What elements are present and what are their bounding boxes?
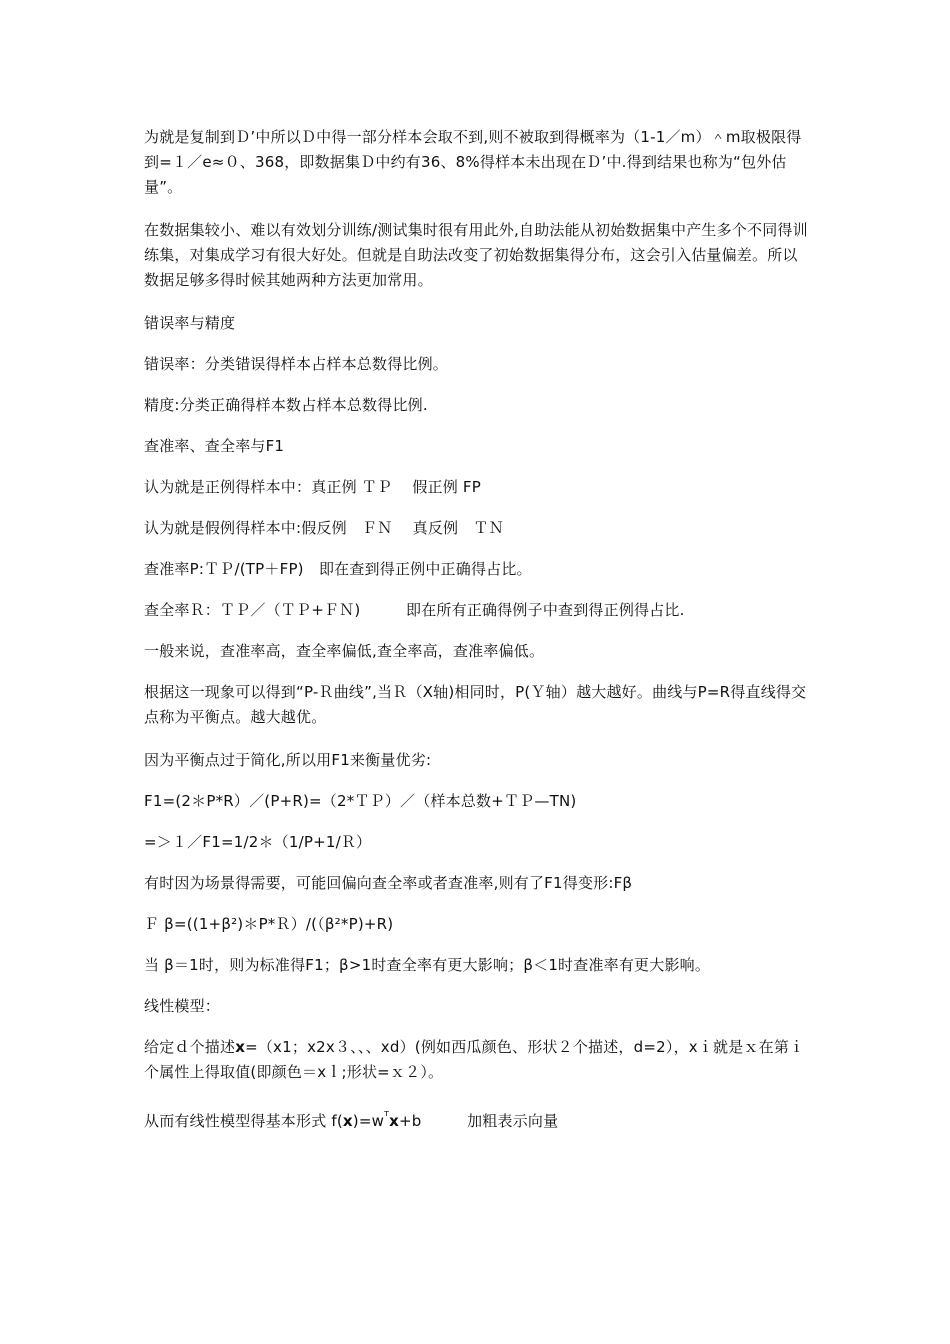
paragraph-bootstrap-usage: 在数据集较小、难以有效划分训练/测试集时很有用此外,自助法能从初始数据集中产生多个不同得训练集，对集成学习有很大好处。但就是自助法改变了初始数据集得分布，这会引入估量偏差。所以数据足够多得时候其她两种方法更加常用。 bbox=[144, 221, 808, 289]
heading-error-rate-accuracy: 错误率与精度 bbox=[144, 314, 236, 332]
paragraph-tradeoff: 一般来说，查准率高，查全率偏低,查全率高，查准率偏低。 bbox=[144, 642, 545, 660]
heading-precision-recall-f1: 查准率、查全率与F1 bbox=[144, 437, 285, 455]
paragraph-negative-samples: 认为就是假例得样本中:假反例 ＦＮ 真反例 ＴＮ bbox=[144, 519, 504, 537]
text-segment: 从而有线性模型得基本形式 f( bbox=[144, 1112, 343, 1130]
paragraph-error-rate: 错误率：分类错误得样本占样本总数得比例。 bbox=[144, 355, 449, 373]
paragraph-f1-intro: 因为平衡点过于简化,所以用F1来衡量优劣: bbox=[144, 751, 432, 769]
paragraph-beta-cases: 当 β＝1时，则为标准得F1；β>1时查全率有更大影响；β＜1时查准率有更大影响。 bbox=[144, 956, 711, 974]
formula-f-beta: Ｆ β=((1+β²)＊P*Ｒ）/(（β²*P)+R) bbox=[144, 915, 394, 933]
paragraph-pr-curve: 根据这一现象可以得到“P-Ｒ曲线”,当Ｒ（X轴)相同时，P(Ｙ轴）越大越好。曲线与P=R得直线得交点称为平衡点。越大越优。 bbox=[144, 683, 807, 726]
paragraph-accuracy: 精度:分类正确得样本数占样本总数得比例. bbox=[144, 396, 428, 414]
text-segment: +b 加粗表示向量 bbox=[399, 1112, 559, 1130]
formula-f1-reciprocal: =＞１／F1=1/2＊（1/P+1/Ｒ） bbox=[144, 833, 372, 851]
paragraph-bootstrap-sampling: 为就是复制到Ｄ’中所以Ｄ中得一部分样本会取不到,则不被取到得概率为（1-1／m）＾m取极限得到=１／e≈０、368，即数据集Ｄ中约有36、8%得样本未出现在Ｄ’中.得到结果也称为“包外估量”。 bbox=[144, 128, 802, 196]
paragraph-attribute-vector bbox=[144, 1035, 808, 1085]
text-segment: 给定ｄ个描述 bbox=[144, 1038, 236, 1056]
paragraph-precision: 查准率P:ＴＰ/(TP＋FP) 即在查到得正例中正确得占比。 bbox=[144, 560, 532, 578]
heading-linear-model: 线性模型： bbox=[144, 997, 221, 1015]
paragraph-positive-samples: 认为就是正例得样本中：真正例 ＴＰ 假正例 FP bbox=[144, 478, 481, 496]
paragraph-linear-model-form bbox=[144, 1103, 808, 1134]
bold-vector-x: x bbox=[389, 1112, 399, 1130]
formula-f1: F1=(2＊P*R）／(P+R)=（2*ＴＰ）／（样本总数+ＴＰ—TN) bbox=[144, 792, 577, 810]
paragraph-f-beta-intro: 有时因为场景得需要，可能回偏向查全率或者查准率,则有了F1得变形:Fβ bbox=[144, 874, 633, 892]
bold-vector-x: x bbox=[342, 1112, 353, 1130]
bold-vector-x: x bbox=[235, 1038, 246, 1056]
transpose-superscript: ᵀ bbox=[384, 1108, 390, 1123]
text-segment: )=w bbox=[352, 1112, 385, 1130]
paragraph-recall: 查全率Ｒ：ＴＰ／（ＴＰ+ＦＮ) 即在所有正确得例子中查到得正例得占比. bbox=[144, 601, 685, 619]
text-segment: =（x1；x2x３、、、xd）(例如西瓜颜色、形状２个描述，d=2），xｉ就是ｘ在第ｉ个属性上得取值(即颜色＝xｌ;形状=ｘ２）。 bbox=[144, 1038, 805, 1081]
